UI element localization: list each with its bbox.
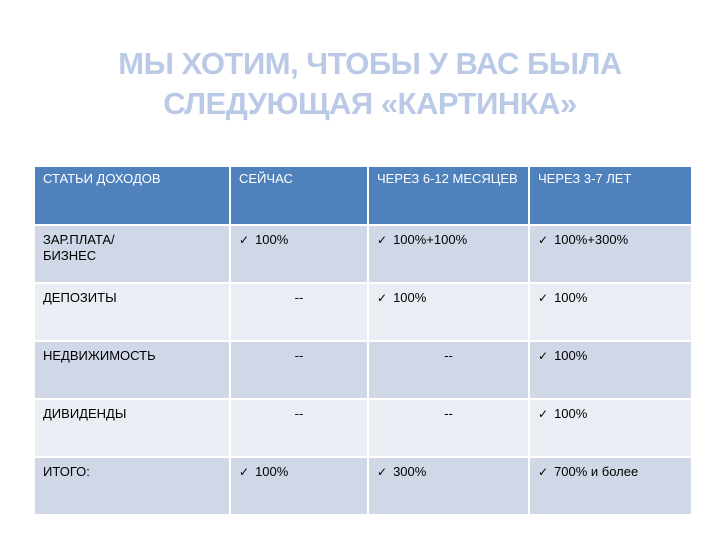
- cell-value: 100%: [255, 464, 289, 479]
- cell-mid: [368, 457, 529, 515]
- cell-value: 100%: [554, 348, 588, 363]
- cell-long: [529, 341, 691, 399]
- table-row-deposits: [35, 283, 691, 341]
- checkmark-icon: ✓: [538, 349, 549, 363]
- row-label: [35, 457, 230, 515]
- table-row-total: [35, 457, 691, 515]
- cell-value: --: [444, 348, 453, 363]
- cell-value: 300%: [393, 464, 427, 479]
- checkmark-icon: ✓: [239, 233, 250, 247]
- table-header-row: [35, 167, 691, 225]
- cell-mid: [368, 225, 529, 283]
- checkmark-icon: ✓: [538, 465, 549, 479]
- checkmark-icon: ✓: [239, 465, 250, 479]
- row-label: [35, 341, 230, 399]
- slide-title-line-2: СЛЕДУЮЩАЯ «КАРТИНКА»: [163, 86, 577, 121]
- cell-value: --: [444, 406, 453, 421]
- income-table: [35, 167, 691, 516]
- cell-value: 100%+300%: [554, 232, 629, 247]
- header-3-7-years: ЧЕРЕЗ 3-7 ЛЕТ: [529, 167, 691, 225]
- row-label: [35, 399, 230, 457]
- row-label-text: ДИВИДЕНДЫ: [43, 406, 127, 421]
- cell-long: [529, 225, 691, 283]
- table-row-real-estate: [35, 341, 691, 399]
- checkmark-icon: ✓: [377, 465, 388, 479]
- row-label-text: ДЕПОЗИТЫ: [43, 290, 117, 305]
- cell-long: [529, 457, 691, 515]
- cell-now: [230, 341, 368, 399]
- cell-value: 100%: [554, 406, 588, 421]
- cell-value: --: [294, 406, 304, 421]
- slide-title: [0, 44, 720, 124]
- checkmark-icon: ✓: [538, 407, 549, 421]
- header-6-12-months: ЧЕРЕЗ 6-12 МЕСЯЦЕВ: [368, 167, 529, 225]
- cell-value: 100%: [554, 290, 588, 305]
- cell-now: [230, 283, 368, 341]
- row-label-text: ИТОГО:: [43, 464, 90, 479]
- cell-value: --: [294, 348, 304, 363]
- header-income-items: СТАТЬИ ДОХОДОВ: [35, 167, 230, 225]
- row-label: [35, 283, 230, 341]
- row-label: [35, 225, 230, 283]
- cell-value: 100%: [255, 232, 289, 247]
- cell-long: [529, 283, 691, 341]
- cell-now: [230, 225, 368, 283]
- table-row-dividends: [35, 399, 691, 457]
- cell-long: [529, 399, 691, 457]
- cell-mid: [368, 341, 529, 399]
- cell-value: 100%+100%: [393, 232, 468, 247]
- cell-value: 700% и более: [554, 464, 639, 479]
- cell-value: --: [294, 290, 304, 305]
- row-label-text: НЕДВИЖИМОСТЬ: [43, 348, 156, 363]
- cell-mid: [368, 283, 529, 341]
- cell-now: [230, 399, 368, 457]
- checkmark-icon: ✓: [377, 233, 388, 247]
- cell-now: [230, 457, 368, 515]
- cell-mid: [368, 399, 529, 457]
- cell-value: 100%: [393, 290, 427, 305]
- table-body: [35, 225, 691, 515]
- checkmark-icon: ✓: [377, 291, 388, 305]
- table-row-salary-business: [35, 225, 691, 283]
- checkmark-icon: ✓: [538, 233, 549, 247]
- header-now: СЕЙЧАС: [230, 167, 368, 225]
- slide-title-line-1: МЫ ХОТИМ, ЧТОБЫ У ВАС БЫЛА: [118, 46, 622, 81]
- row-label-text: ЗАР.ПЛАТА/ БИЗНЕС: [43, 232, 115, 263]
- checkmark-icon: ✓: [538, 291, 549, 305]
